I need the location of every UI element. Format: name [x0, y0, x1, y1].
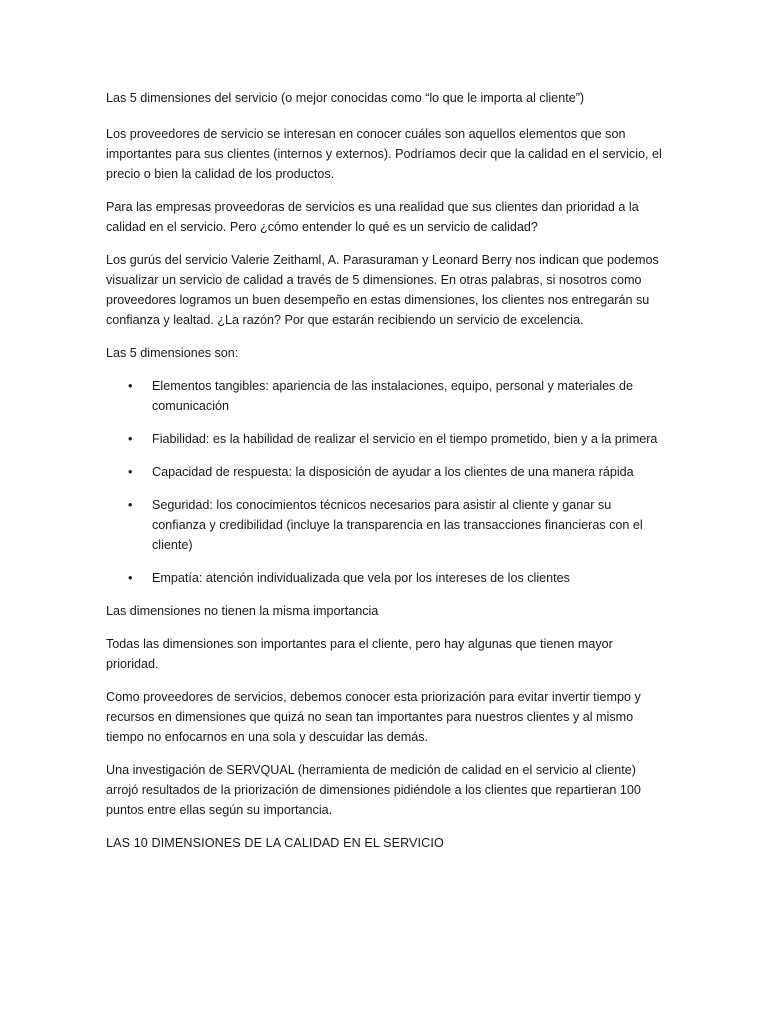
list-item [106, 429, 668, 449]
paragraph-after-1: Todas las dimensiones son importantes para el cliente, pero hay algunas que tienen mayor prioridad. [106, 637, 613, 671]
paragraph-after-2: Como proveedores de servicios, debemos conocer esta priorización para evitar invertir tiempo y recursos en dimensiones que quizá no sean tan importantes para nuestros clientes y al mismo tiempo no enfocarnos en una sola y descuidar las demás. [106, 690, 641, 744]
list-item-text: Seguridad: los conocimientos técnicos necesarios para asistir al cliente y ganar su confianza y credibilidad (incluye la transparencia en las transacciones financieras con el cliente) [152, 498, 643, 552]
bullet-icon: • [128, 571, 133, 585]
bullet-icon: • [128, 432, 133, 446]
list-item-text: Fiabilidad: es la habilidad de realizar el servicio en el tiempo prometido, bien y a la primera [152, 432, 658, 446]
paragraph-intro-4: Las 5 dimensiones son: [106, 346, 239, 360]
paragraph-intro-1: Los proveedores de servicio se interesan en conocer cuáles son aquellos elementos que son importantes para sus clientes (internos y externos). Podríamos decir que la calidad en el servicio, el precio o bien la calidad de los productos. [106, 127, 662, 181]
list-item-text: Empatía: atención individualizada que vela por los intereses de los clientes [152, 571, 570, 585]
final-heading: LAS 10 DIMENSIONES DE LA CALIDAD EN EL SERVICIO [106, 836, 444, 850]
section-subheading: Las dimensiones no tienen la misma importancia [106, 604, 379, 618]
bullet-icon: • [128, 498, 133, 512]
paragraph-intro-2: Para las empresas proveedoras de servicios es una realidad que sus clientes dan prioridad a la calidad en el servicio. Pero ¿cómo entender lo qué es un servicio de calidad? [106, 200, 639, 234]
list-item [106, 376, 668, 416]
paragraph-after-3: Una investigación de SERVQUAL (herramienta de medición de calidad en el servicio al cliente) arrojó resultados de la priorización de dimensiones pidiéndole a los clientes que repartieran 100 puntos entre ellas según su importancia. [106, 763, 641, 817]
document-title: Las 5 dimensiones del servicio (o mejor conocidas como “lo que le importa al cliente”) [106, 91, 585, 105]
paragraph-intro-3: Los gurús del servicio Valerie Zeithaml, A. Parasuraman y Leonard Berry nos indican que podemos visualizar un servicio de calidad a través de 5 dimensiones. En otras palabras, si nosotros como proveedores logramos un buen desempeño en estas dimensiones, los clientes nos entregarán su confianza y lealtad. ¿La razón? Por que estarán recibiendo un servicio de excelencia. [106, 253, 659, 327]
bullet-icon: • [128, 379, 133, 393]
list-item-text: Elementos tangibles: apariencia de las instalaciones, equipo, personal y materiales de comunicación [152, 379, 633, 413]
dimensions-list [106, 376, 668, 588]
list-item-text: Capacidad de respuesta: la disposición de ayudar a los clientes de una manera rápida [152, 465, 634, 479]
list-item [106, 462, 668, 482]
bullet-icon: • [128, 465, 133, 479]
list-item [106, 495, 668, 555]
list-item [106, 568, 668, 588]
